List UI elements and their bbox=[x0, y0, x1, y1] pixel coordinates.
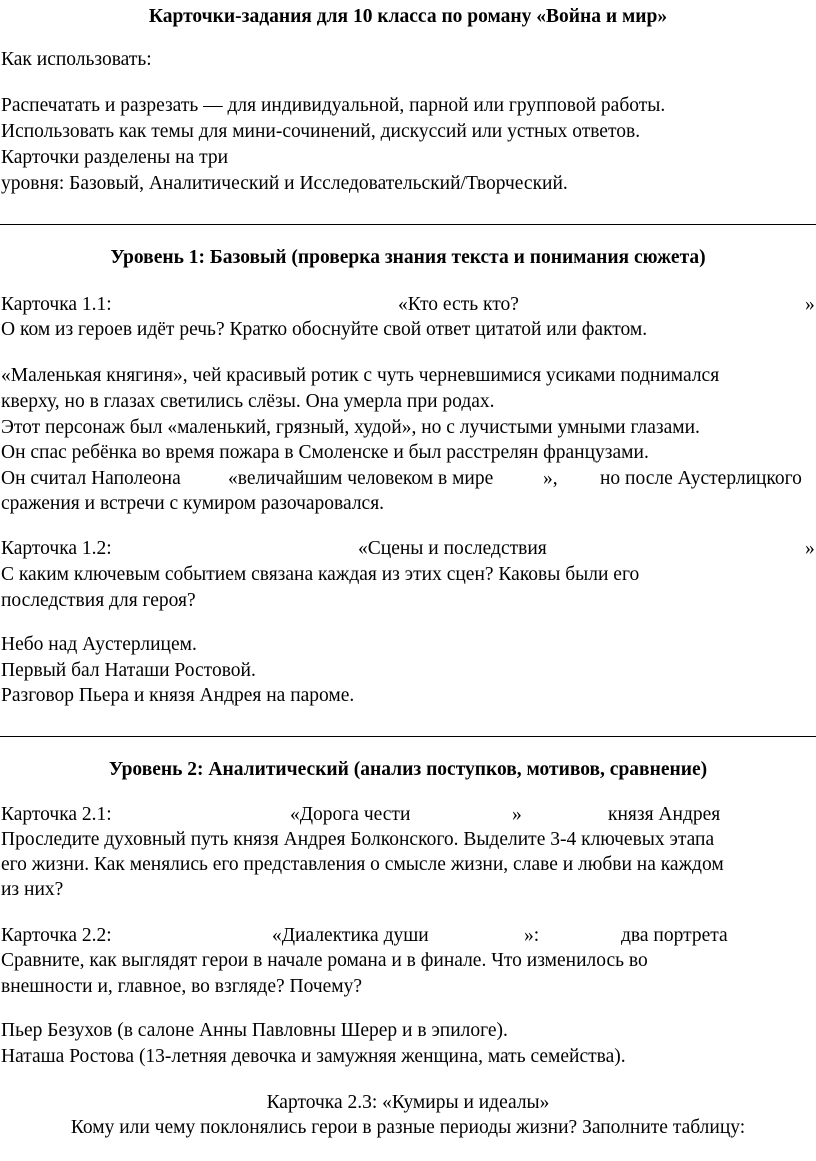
card-1-1-clue-d: но после Аустерлицкого bbox=[600, 468, 802, 489]
card-1-1-clue-a: Он считал Наполеона bbox=[1, 468, 181, 489]
intro-line: уровня: Базовый, Аналитический и Исследовательский/Творческий. bbox=[1, 173, 568, 194]
card-1-2-title: «Сцены и последствия bbox=[358, 538, 547, 559]
level1-heading: Уровень 1: Базовый (проверка знания текста и понимания сюжета) bbox=[110, 247, 706, 268]
card-1-1-clue: Этот персонаж был «маленький, грязный, худой», но с лучистыми умными глазами. bbox=[1, 417, 700, 438]
card-2-2-task: внешности и, главное, во взгляде? Почему? bbox=[1, 976, 363, 997]
intro-how-to: Как использовать: bbox=[1, 49, 152, 70]
card-1-1-clue-c: », bbox=[543, 468, 558, 489]
card-2-3-heading: Карточка 2.3: «Кумиры и идеалы» bbox=[266, 1092, 550, 1113]
card-1-1-clue: Он спас ребёнка во время пожара в Смоленске и был расстрелян французами. bbox=[1, 442, 649, 463]
card-1-2-scene: Разговор Пьера и князя Андрея на пароме. bbox=[1, 685, 355, 706]
card-2-1-title-tail: князя Андрея bbox=[608, 804, 721, 825]
card-1-2-scene: Небо над Аустерлицем. bbox=[1, 634, 197, 655]
card-2-1-label: Карточка 2.1: bbox=[1, 804, 112, 825]
card-1-2-scene: Первый бал Наташи Ростовой. bbox=[1, 660, 256, 681]
card-2-1-task: Проследите духовный путь князя Андрея Болконского. Выделите 3-4 ключевых этапа bbox=[1, 829, 715, 850]
level2-heading: Уровень 2: Аналитический (анализ поступков, мотивов, сравнение) bbox=[108, 759, 708, 780]
card-2-2-title-close: »: bbox=[524, 925, 540, 946]
card-2-2-portrait: Пьер Безухов (в салоне Анны Павловны Шерер и в эпилоге). bbox=[1, 1020, 508, 1041]
card-2-2-portrait: Наташа Ростова (13-летняя девочка и замужняя женщина, мать семейства). bbox=[1, 1046, 626, 1067]
card-2-1-task: из них? bbox=[1, 879, 64, 900]
card-2-2-label: Карточка 2.2: bbox=[1, 925, 112, 946]
card-1-2-task: последствия для героя? bbox=[1, 590, 196, 611]
card-2-1-title: «Дорога чести bbox=[290, 804, 411, 825]
card-1-2-title-close: » bbox=[805, 538, 815, 559]
card-2-1-title-close: » bbox=[512, 804, 522, 825]
card-1-1-clue: кверху, но в глазах светились слёзы. Она умерла при родах. bbox=[1, 391, 495, 412]
card-2-3-task: Кому или чему поклонялись герои в разные периоды жизни? Заполните таблицу: bbox=[70, 1117, 746, 1138]
card-2-2-title-tail: два портрета bbox=[621, 925, 728, 946]
card-2-1-task: его жизни. Как менялись его представления о смысле жизни, славе и любви на каждом bbox=[1, 854, 724, 875]
card-2-2-task: Сравните, как выглядят герои в начале романа и в финале. Что изменилось во bbox=[1, 950, 648, 971]
intro-line: Использовать как темы для мини-сочинений, дискуссий или устных ответов. bbox=[1, 121, 641, 142]
card-1-1-task: О ком из героев идёт речь? Кратко обоснуйте свой ответ цитатой или фактом. bbox=[1, 319, 648, 340]
intro-line: Распечатать и разрезать — для индивидуальной, парной или групповой работы. bbox=[1, 95, 666, 116]
card-1-1-title: «Кто есть кто? bbox=[398, 294, 519, 315]
card-2-2-title: «Диалектика души bbox=[272, 925, 429, 946]
card-1-1-clue-b: «величайшим человеком в мире bbox=[228, 468, 494, 489]
card-1-1-label: Карточка 1.1: bbox=[1, 294, 112, 315]
document-title: Карточки-задания для 10 класса по роману «Война и мир» bbox=[148, 6, 668, 27]
intro-line: Карточки разделены на три bbox=[1, 147, 229, 168]
card-1-1-clue-e: сражения и встречи с кумиром разочаровался. bbox=[1, 493, 385, 514]
card-1-2-label: Карточка 1.2: bbox=[1, 538, 112, 559]
section-divider bbox=[0, 736, 816, 737]
section-divider bbox=[0, 224, 816, 225]
card-1-2-task: С каким ключевым событием связана каждая из этих сцен? Каковы были его bbox=[1, 564, 640, 585]
card-1-1-title-close: » bbox=[805, 294, 815, 315]
card-1-1-clue: «Маленькая княгиня», чей красивый ротик с чуть черневшимися усиками поднимался bbox=[1, 365, 720, 386]
